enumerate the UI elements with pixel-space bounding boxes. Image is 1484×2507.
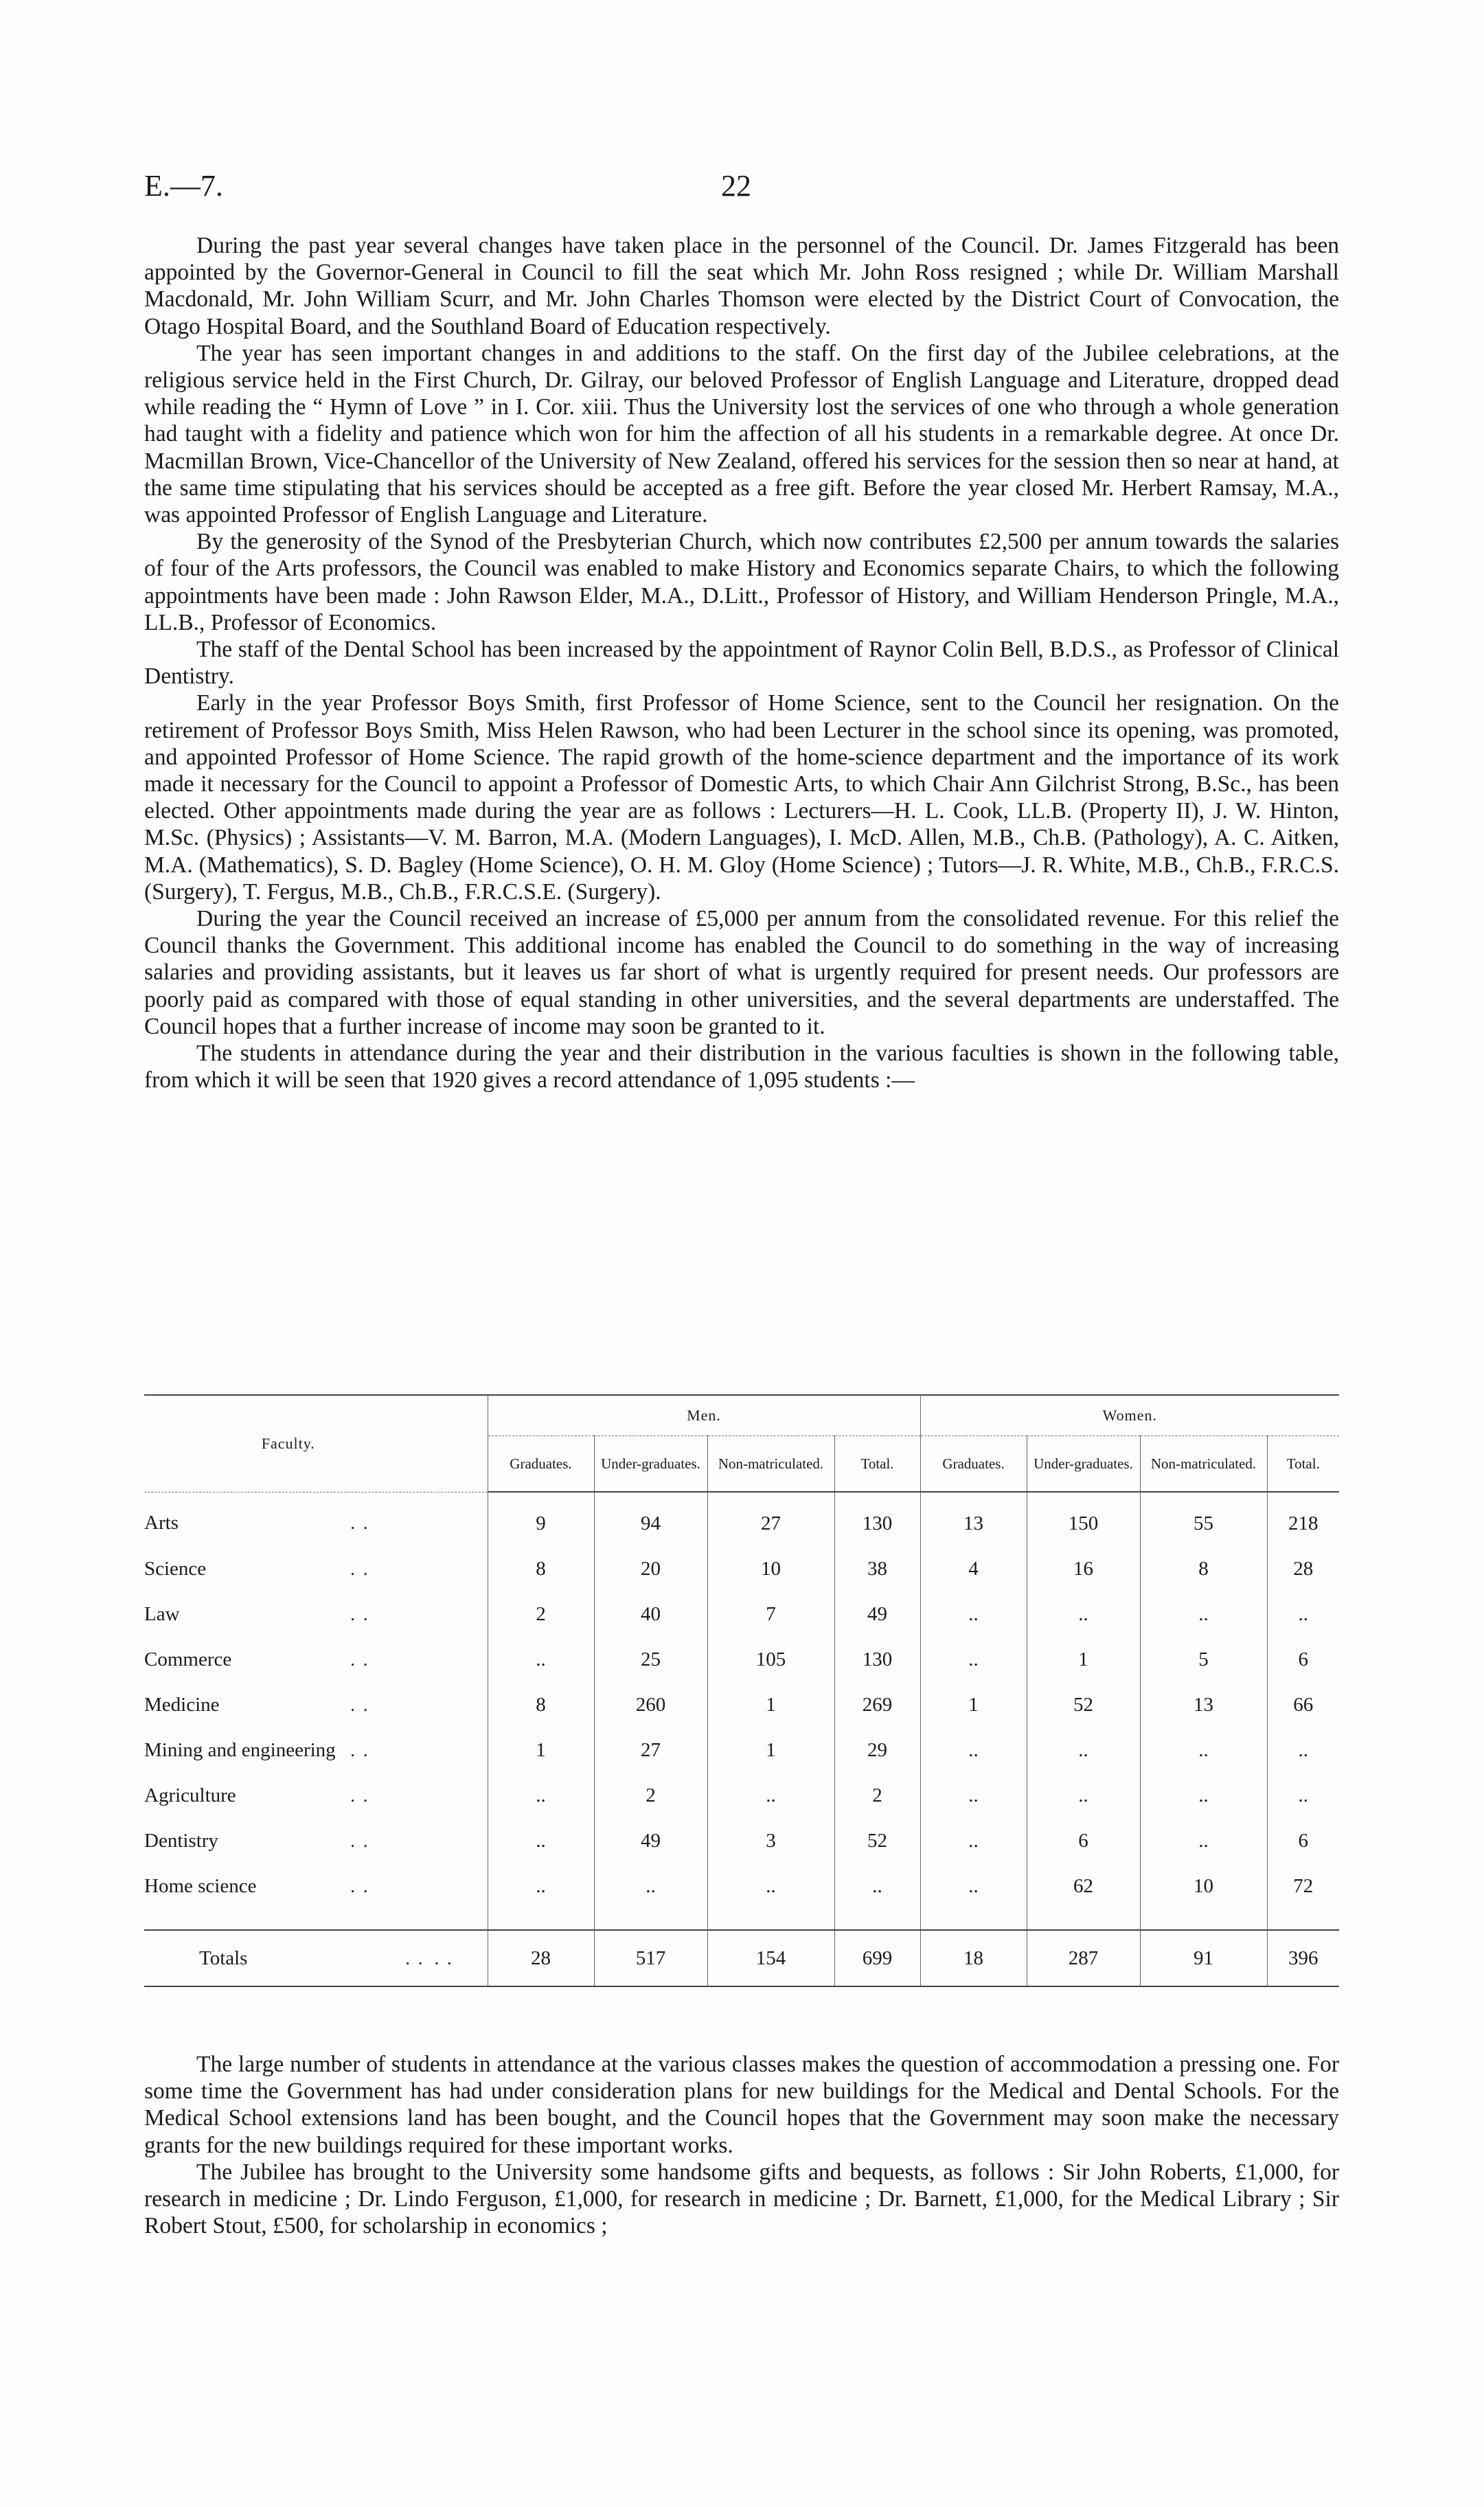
table-cell: .. <box>920 1591 1027 1637</box>
faculty-name: Commerce . . <box>144 1648 369 1670</box>
paragraph: The large number of students in attendance at the various classes makes the question of accommodation a pressing one. For some time the Government has had under consideration plans for new buildings for the Medical and Dental Schools. For the Medical School extensions land has been bought, and the Council hopes that the Government may soon make the necessary grants for the new buildings required for these important works. <box>144 2052 1339 2158</box>
table-cell: 38 <box>834 1546 920 1591</box>
table-cell: 6 <box>1267 1818 1339 1863</box>
table-cell: 10 <box>1140 1863 1267 1909</box>
table-cell: .. <box>707 1863 834 1909</box>
table-cell: 25 <box>594 1637 707 1682</box>
table-cell: .. <box>1140 1818 1267 1863</box>
men-group-header: Men. <box>488 1395 920 1436</box>
table-cell: 1 <box>488 1727 594 1773</box>
table-cell: 260 <box>594 1682 707 1727</box>
table-spacer <box>144 1909 1339 1930</box>
women-group-header: Women. <box>920 1395 1339 1436</box>
table-cell: 55 <box>1140 1492 1267 1546</box>
column-header: Total. <box>834 1436 920 1493</box>
faculty-column-header: Faculty. <box>144 1395 488 1492</box>
document-reference: E.—7. <box>144 169 223 203</box>
attendance-table-wrapper <box>144 1394 1339 1987</box>
column-header: Graduates. <box>488 1436 594 1493</box>
table-cell: 9 <box>488 1492 594 1546</box>
table-cell: 1 <box>707 1682 834 1727</box>
table-cell: 1 <box>1027 1637 1140 1682</box>
table-cell: .. <box>1140 1773 1267 1818</box>
table-cell: .. <box>920 1727 1027 1773</box>
table-cell: 6 <box>1267 1637 1339 1682</box>
totals-cell: 699 <box>834 1930 920 1986</box>
table-row <box>144 1727 1339 1773</box>
column-header: Non-matriculated. <box>1140 1436 1267 1493</box>
table-cell: 13 <box>920 1492 1027 1546</box>
totals-cell: 287 <box>1027 1930 1140 1986</box>
table-cell: 27 <box>594 1727 707 1773</box>
table-cell: .. <box>920 1863 1027 1909</box>
paragraph: The Jubilee has brought to the University some handsome gifts and bequests, as follows : Sir John Roberts, £1,000, for research in medicine ; Dr. Lindo Ferguson, £1,000, for research in medicine ; Dr. Barnett, £1,000, for the Medical Library ; Sir Robert Stout, £500, for scholarship in economics ; <box>144 2159 1339 2239</box>
paragraph: During the year the Council received an increase of £5,000 per annum from the consolidated revenue. For this relief the Council thanks the Government. This additional income has enabled the Council to do something in the way of increasing salaries and providing assistants, but it leaves us far short of what is urgently required for present needs. Our professors are poorly paid as compared with those of equal standing in other universities, and the several departments are understaffed. The Council hopes that a further increase of income may soon be granted to it. <box>144 906 1339 1039</box>
faculty-name: Home science . . <box>144 1874 369 1897</box>
table-cell: 130 <box>834 1492 920 1546</box>
table-cell: .. <box>1267 1591 1339 1637</box>
table-cell: 29 <box>834 1727 920 1773</box>
table-cell: .. <box>1267 1773 1339 1818</box>
table-cell: 40 <box>594 1591 707 1637</box>
table-cell: .. <box>1027 1591 1140 1637</box>
table-cell: .. <box>488 1637 594 1682</box>
table-cell: .. <box>594 1863 707 1909</box>
column-header: Non-matriculated. <box>707 1436 834 1493</box>
table-cell: 6 <box>1027 1818 1140 1863</box>
faculty-name: Dentistry . . <box>144 1829 369 1852</box>
table-cell: 2 <box>834 1773 920 1818</box>
table-cell: 2 <box>488 1591 594 1637</box>
table-cell: .. <box>488 1863 594 1909</box>
faculty-name: Agriculture . . <box>144 1784 369 1806</box>
table-row <box>144 1492 1339 1546</box>
totals-cell: 154 <box>707 1930 834 1986</box>
table-cell: 1 <box>920 1682 1027 1727</box>
table-cell: 7 <box>707 1591 834 1637</box>
paragraph: During the past year several changes have taken place in the personnel of the Council. Dr. James Fitzgerald has been appointed by the Governor-General in Council to fill the seat which Mr. John Ross resigned ; while Dr. William Marshall Macdonald, Mr. John William Scurr, and Mr. John Charles Thomson were elected by the District Court of Convocation, the Otago Hospital Board, and the Southland Board of Education respectively. <box>144 233 1339 339</box>
table-cell: 130 <box>834 1637 920 1682</box>
faculty-name: Science . . <box>144 1557 369 1580</box>
table-cell: .. <box>1027 1727 1140 1773</box>
table-row <box>144 1637 1339 1682</box>
page-header <box>144 168 1339 209</box>
table-cell: 28 <box>1267 1546 1339 1591</box>
column-header: Total. <box>1267 1436 1339 1493</box>
table-cell: .. <box>920 1773 1027 1818</box>
paragraph: The students in attendance during the year and their distribution in the various faculties is shown in the following table, from which it will be seen that 1920 gives a record attendance of 1,095 students :— <box>144 1041 1339 1093</box>
column-header: Under-graduates. <box>594 1436 707 1493</box>
body-text-bottom <box>144 2051 1339 2239</box>
table-cell: 27 <box>707 1492 834 1546</box>
table-cell: 8 <box>488 1546 594 1591</box>
totals-cell: 517 <box>594 1930 707 1986</box>
table-cell: 52 <box>834 1818 920 1863</box>
paragraph: Early in the year Professor Boys Smith, first Professor of Home Science, sent to the Council her resignation. On the retirement of Professor Boys Smith, Miss Helen Rawson, who had been Lecturer in the school since its opening, was promoted, and appointed Professor of Home Science. The rapid growth of the home-science department and the importance of its work made it necessary for the Council to appoint a Professor of Domestic Arts, to which Chair Ann Gilchrist Strong, B.Sc., has been elected. Other appointments made during the year are as follows : Lecturers—H. L. Cook, LL.B. (Property II), J. W. Hinton, M.Sc. (Physics) ; Assistants—V. M. Barron, M.A. (Modern Languages), I. McD. Allen, M.B., Ch.B. (Pathology), A. C. Aitken, M.A. (Mathematics), S. D. Bagley (Home Science), O. H. M. Gloy (Home Science) ; Tutors—J. R. White, M.B., Ch.B., F.R.C.S. (Surgery), T. Fergus, M.B., Ch.B., F.R.C.S.E. (Surgery). <box>144 690 1339 905</box>
faculty-name: Arts . . <box>144 1512 369 1534</box>
totals-cell: 28 <box>488 1930 594 1986</box>
totals-cell: 18 <box>920 1930 1027 1986</box>
table-cell: .. <box>834 1863 920 1909</box>
table-row <box>144 1818 1339 1863</box>
paragraph: The year has seen important changes in and additions to the staff. On the first day of the Jubilee celebrations, at the religious service held in the First Church, Dr. Gilray, our beloved Professor of English Language and Literature, dropped dead while reading the “ Hymn of Love ” in I. Cor. xiii. Thus the University lost the services of one who through a whole generation had taught with a fidelity and patience which won for him the affection of all his students in a remarkable degree. At once Dr. Macmillan Brown, Vice-Chancellor of the University of New Zealand, offered his services for the session then so near at hand, at the same time stipulating that his services should be accepted as a free gift. Before the year closed Mr. Herbert Ramsay, M.A., was appointed Professor of English Language and Literature. <box>144 340 1339 528</box>
table-cell: .. <box>488 1773 594 1818</box>
table-row <box>144 1546 1339 1591</box>
paragraph: The staff of the Dental School has been increased by the appointment of Raynor Colin Bell, B.D.S., as Professor of Clinical Dentistry. <box>144 637 1339 690</box>
table-cell: .. <box>920 1818 1027 1863</box>
table-cell: .. <box>1140 1727 1267 1773</box>
faculty-name: Medicine . . <box>144 1693 369 1716</box>
table-cell: 49 <box>594 1818 707 1863</box>
table-cell: 5 <box>1140 1637 1267 1682</box>
table-cell: 49 <box>834 1591 920 1637</box>
table-cell: 269 <box>834 1682 920 1727</box>
table-cell: 66 <box>1267 1682 1339 1727</box>
faculty-name: Mining and engineering . . <box>144 1738 369 1761</box>
table-cell: .. <box>920 1637 1027 1682</box>
paragraph: By the generosity of the Synod of the Presbyterian Church, which now contributes £2,500 per annum towards the salaries of four of the Arts professors, the Council was enabled to make History and Economics separate Chairs, to which the following appointments have been made : John Rawson Elder, M.A., D.Litt., Professor of History, and William Henderson Pringle, M.A., LL.B., Professor of Economics. <box>144 529 1339 635</box>
table-cell: 1 <box>707 1727 834 1773</box>
table-cell: 94 <box>594 1492 707 1546</box>
column-header: Graduates. <box>920 1436 1027 1493</box>
table-cell: 8 <box>1140 1546 1267 1591</box>
table-cell: 8 <box>488 1682 594 1727</box>
body-text-top <box>144 232 1339 1094</box>
table-cell: 3 <box>707 1818 834 1863</box>
table-row <box>144 1682 1339 1727</box>
table-row <box>144 1863 1339 1909</box>
table-cell: 52 <box>1027 1682 1140 1727</box>
table-cell: .. <box>1027 1773 1140 1818</box>
column-header: Under-graduates. <box>1027 1436 1140 1493</box>
page-number: 22 <box>721 169 751 203</box>
table-cell: 2 <box>594 1773 707 1818</box>
table-cell: 72 <box>1267 1863 1339 1909</box>
faculty-name: Law . . <box>144 1602 369 1625</box>
table-cell: .. <box>488 1818 594 1863</box>
totals-cell: 396 <box>1267 1930 1339 1986</box>
table-cell: 218 <box>1267 1492 1339 1546</box>
table-cell: 16 <box>1027 1546 1140 1591</box>
table-cell: .. <box>1267 1727 1339 1773</box>
table-cell: 13 <box>1140 1682 1267 1727</box>
table-cell: .. <box>707 1773 834 1818</box>
table-cell: 20 <box>594 1546 707 1591</box>
table-cell: 105 <box>707 1637 834 1682</box>
table-cell: 10 <box>707 1546 834 1591</box>
table-cell: .. <box>1140 1591 1267 1637</box>
totals-row <box>144 1930 1339 1986</box>
totals-label: Totals . . . . <box>144 1930 488 1986</box>
attendance-table <box>144 1394 1339 1987</box>
totals-cell: 91 <box>1140 1930 1267 1986</box>
table-cell: 62 <box>1027 1863 1140 1909</box>
table-cell: 150 <box>1027 1492 1140 1546</box>
table-row <box>144 1773 1339 1818</box>
table-cell: 4 <box>920 1546 1027 1591</box>
table-row <box>144 1591 1339 1637</box>
